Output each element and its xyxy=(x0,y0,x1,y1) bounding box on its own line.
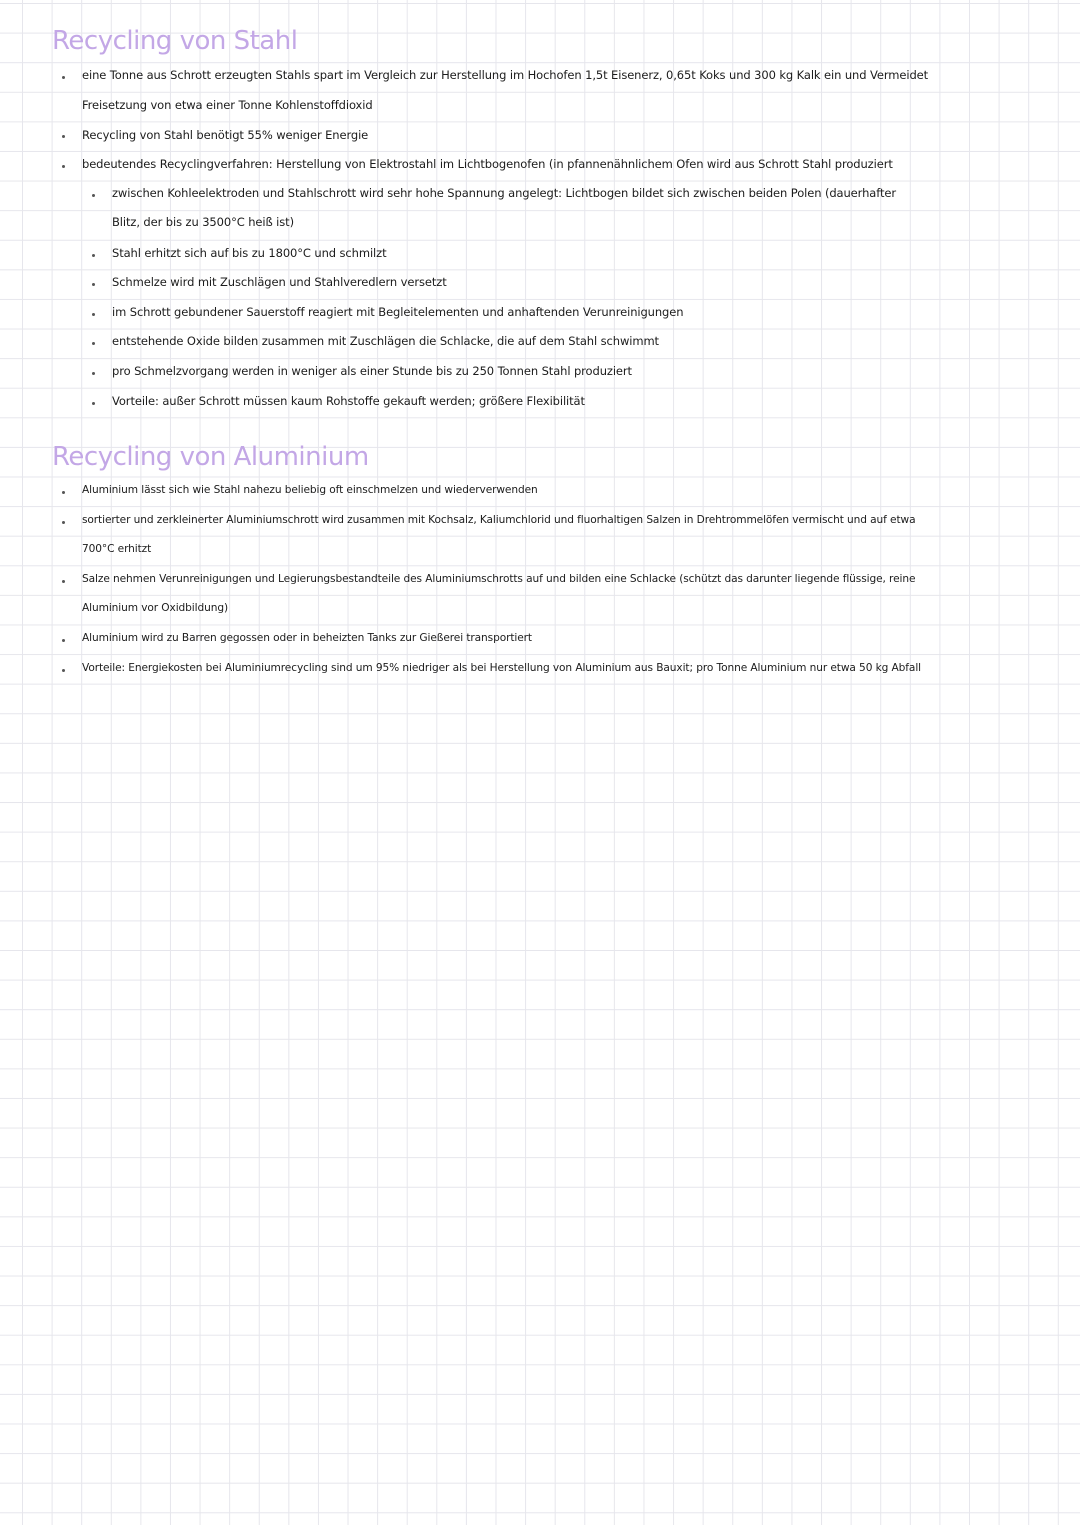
bullet xyxy=(62,669,65,672)
bullet xyxy=(92,402,95,405)
bullet xyxy=(92,342,95,345)
aluminium-line-1: Aluminium lässt sich wie Stahl nahezu beliebig oft einschmelzen und wiederverwenden xyxy=(82,484,538,496)
section-title-stahl: Recycling von Stahl xyxy=(52,26,298,56)
aluminium-line-7: Vorteile: Energiekosten bei Aluminiumrecycling sind um 95% niedriger als bei Herstellung von Aluminium aus Bauxit; pro Tonne Aluminium nur etwa 50 kg Abfall xyxy=(82,662,922,674)
bullet xyxy=(92,194,95,197)
bullet xyxy=(92,254,95,257)
bullet xyxy=(62,76,65,79)
stahl-line-11: pro Schmelzvorgang werden in weniger als einer Stunde bis zu 250 Tonnen Stahl produziert xyxy=(112,364,632,378)
aluminium-line-4: Salze nehmen Verunreinigungen und Legierungsbestandteile des Aluminiumschrotts auf und bilden eine Schlacke (schützt das darunter liegende flüssige, reine xyxy=(82,573,916,585)
stahl-line-6: Blitz, der bis zu 3500°C heiß ist) xyxy=(112,215,294,229)
bullet xyxy=(62,165,65,168)
stahl-line-8: Schmelze wird mit Zuschlägen und Stahlveredlern versetzt xyxy=(112,275,447,289)
bullet xyxy=(92,283,95,286)
bullet xyxy=(92,313,95,316)
aluminium-line-3: 700°C erhitzt xyxy=(82,543,152,555)
stahl-line-10: entstehende Oxide bilden zusammen mit Zuschlägen die Schlacke, die auf dem Stahl schwimmt xyxy=(112,334,659,348)
stahl-line-7: Stahl erhitzt sich auf bis zu 1800°C und schmilzt xyxy=(112,246,387,260)
stahl-line-5: zwischen Kohleelektroden und Stahlschrott wird sehr hohe Spannung angelegt: Lichtbogen bildet sich zwischen beiden Polen (dauerhafter xyxy=(112,186,896,200)
aluminium-line-2: sortierter und zerkleinerter Aluminiumschrott wird zusammen mit Kochsalz, Kaliumchlorid und fluorhaltigen Salzen in Drehtrommelöfen vermischt und auf etwa xyxy=(82,514,916,526)
stahl-line-4: bedeutendes Recyclingverfahren: Herstellung von Elektrostahl im Lichtbogenofen (in pfannenähnlichem Ofen wird aus Schrott Stahl produziert xyxy=(82,157,893,171)
stahl-line-9: im Schrott gebundener Sauerstoff reagiert mit Begleitelementen und anhaftenden Verunreinigungen xyxy=(112,305,684,319)
aluminium-line-6: Aluminium wird zu Barren gegossen oder in beheizten Tanks zur Gießerei transportiert xyxy=(82,632,532,644)
bullet xyxy=(62,491,65,494)
stahl-line-2: Freisetzung von etwa einer Tonne Kohlenstoffdioxid xyxy=(82,98,373,112)
bullet xyxy=(62,639,65,642)
bullet xyxy=(62,135,65,138)
bullet xyxy=(62,521,65,524)
aluminium-line-5: Aluminium vor Oxidbildung) xyxy=(82,602,228,614)
stahl-line-3: Recycling von Stahl benötigt 55% weniger Energie xyxy=(82,128,369,142)
bullet xyxy=(62,580,65,583)
section-title-aluminium: Recycling von Aluminium xyxy=(52,442,369,472)
bullet xyxy=(92,372,95,375)
stahl-line-1: eine Tonne aus Schrott erzeugten Stahls spart im Vergleich zur Herstellung im Hochofen 1,5t Eisenerz, 0,65t Koks und 300 kg Kalk ein und Vermeidet xyxy=(82,68,929,82)
stahl-line-12: Vorteile: außer Schrott müssen kaum Rohstoffe gekauft werden; größere Flexibilität xyxy=(112,394,585,408)
